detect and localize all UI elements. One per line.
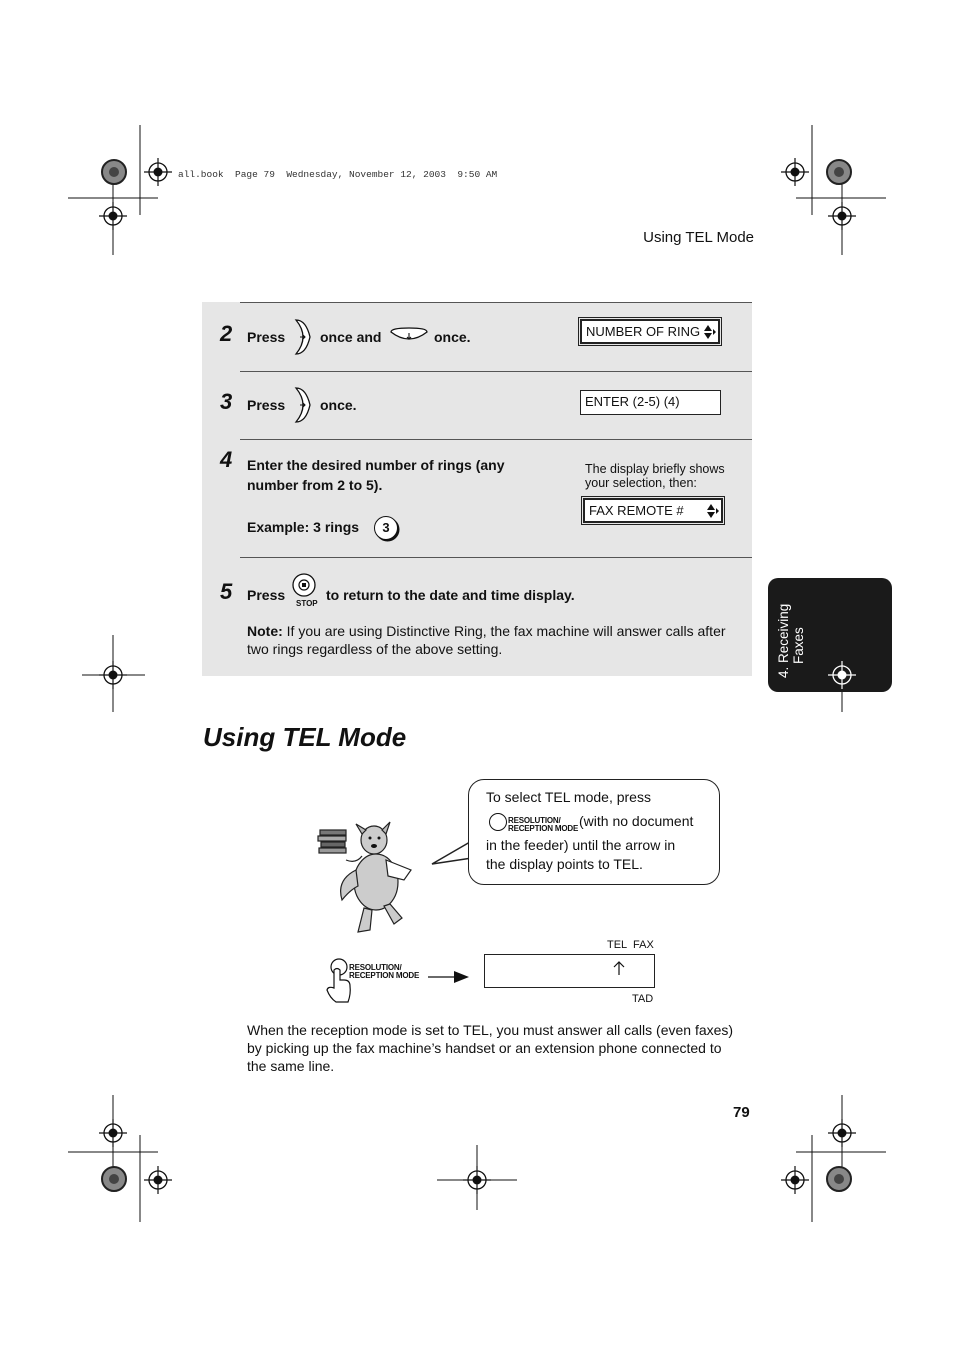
- step-text: once.: [434, 329, 471, 345]
- registration-mark-icon: [828, 661, 856, 689]
- step-text: once.: [320, 397, 357, 413]
- chapter-tab-line: 4. Receiving: [776, 603, 791, 678]
- resolution-key-icon: [489, 813, 507, 831]
- display-label-fax: FAX: [633, 939, 654, 951]
- display-label-tad: TAD: [632, 993, 654, 1005]
- bubble-line: the display points to TEL.: [486, 856, 643, 872]
- divider: [240, 302, 752, 303]
- step-text: once and: [320, 329, 382, 345]
- stop-key-icon: [291, 572, 319, 600]
- step-number: 3: [220, 389, 233, 414]
- note-label: Note:: [247, 623, 283, 639]
- body-line: When the reception mode is set to TEL, you must answer all calls (even faxes): [247, 1022, 734, 1038]
- display-label-tel: TEL: [607, 939, 628, 951]
- body-line: the same line.: [247, 1058, 335, 1074]
- key-label: [508, 817, 578, 833]
- bubble-line: in the feeder) until the arrow in: [486, 837, 676, 853]
- hand-press-icon: [322, 958, 352, 1004]
- key-label-line: RECEPTION MODE: [349, 971, 420, 980]
- dog-mascot-icon: [316, 820, 416, 935]
- bubble-line: To select TEL mode, press: [486, 789, 651, 805]
- lcd-display: [583, 498, 723, 523]
- step-number: 4: [220, 447, 233, 472]
- key-label-line: RESOLUTION/: [508, 816, 561, 825]
- example-text: Example: 3 rings: [247, 519, 360, 535]
- step-text: to return to the date and time display.: [326, 587, 575, 603]
- chapter-tab-line: Faxes: [791, 627, 806, 664]
- number-key-3: 3: [374, 516, 398, 540]
- down-arrow-key-icon: [389, 326, 429, 348]
- step-text: Press: [247, 397, 286, 413]
- lcd-text: ENTER (2-5) (4): [585, 394, 680, 409]
- bubble-line: (with no document: [579, 813, 694, 829]
- note-line: If you are using Distinctive Ring, the fax machine will answer calls after: [282, 623, 726, 639]
- chapter-tab-label: [776, 604, 806, 678]
- key-label-line: RESOLUTION/: [349, 963, 402, 972]
- display-note-line: The display briefly shows: [585, 462, 725, 476]
- step-number: 5: [220, 579, 233, 604]
- print-header-meta: all.book Page 79 Wednesday, November 12, 2003 9:50 AM: [178, 169, 498, 180]
- section-title: Using TEL Mode: [203, 722, 407, 752]
- speech-bubble: [468, 779, 720, 885]
- display-note-line: your selection, then:: [585, 476, 697, 490]
- body-paragraph: [247, 1021, 747, 1075]
- arrow-key-icon: [292, 318, 314, 356]
- step-text: Press: [247, 329, 286, 345]
- key-label: [349, 964, 419, 980]
- running-head: Using TEL Mode: [643, 229, 754, 246]
- stop-key-label: STOP: [296, 599, 318, 608]
- up-down-arrow-icon: [703, 502, 719, 520]
- step-text-line: Enter the desired number of rings (any: [247, 457, 505, 473]
- mode-display: [484, 954, 655, 988]
- step-text-line: number from 2 to 5).: [247, 477, 383, 493]
- page-number: 79: [733, 1104, 750, 1121]
- divider: [240, 439, 752, 440]
- step-text: [247, 455, 505, 495]
- lcd-text: FAX REMOTE #: [589, 503, 684, 518]
- lcd-display: [580, 319, 720, 344]
- up-arrow-icon: [612, 960, 626, 976]
- arrow-key-icon: [292, 386, 314, 424]
- lcd-display: [580, 390, 721, 415]
- up-down-arrow-icon: [700, 323, 716, 341]
- lcd-text: NUMBER OF RING: [586, 324, 701, 339]
- body-line: by picking up the fax machine’s handset or an extension phone connected to: [247, 1040, 722, 1056]
- divider: [240, 557, 752, 558]
- step-text: Press: [247, 587, 286, 603]
- right-arrow-icon: [428, 970, 470, 984]
- note-line: two rings regardless of the above setting.: [247, 641, 503, 657]
- display-note: [585, 462, 725, 490]
- note-text: [247, 622, 747, 658]
- divider: [240, 371, 752, 372]
- step-number: 2: [220, 321, 233, 346]
- key-label-line: RECEPTION MODE: [508, 824, 579, 833]
